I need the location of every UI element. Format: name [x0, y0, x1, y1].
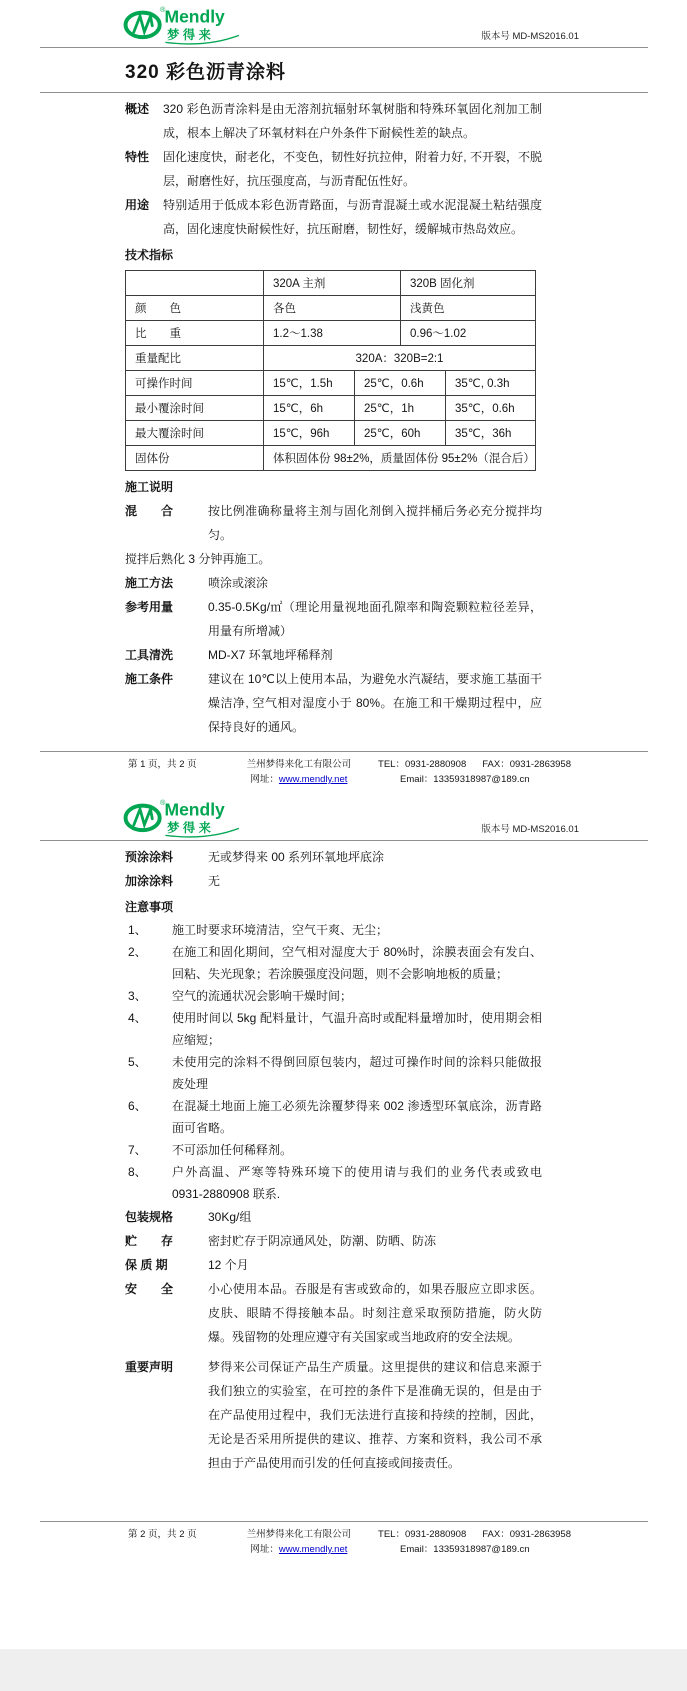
safety-label: 安 全	[125, 1282, 174, 1296]
table-row	[126, 371, 535, 396]
mixing-text: 按比例准确称量将主剂与固化剂倒入搅拌桶后务必充分搅拌均匀。	[208, 504, 542, 542]
website-line	[234, 772, 364, 787]
brand-name-cn: 梦得来	[167, 820, 215, 835]
cell-pot-15: 15℃，1.5h	[263, 371, 354, 395]
note-item	[128, 941, 542, 985]
website-link[interactable]: www.mendly.net	[278, 774, 348, 785]
tech-specs-heading: 技术指标	[125, 248, 174, 262]
mendly-logo	[123, 3, 255, 45]
note-item	[128, 1139, 542, 1161]
note-item	[128, 985, 542, 1007]
precoat-text: 无或梦得来 00 系列环氧地坪底涂	[208, 850, 385, 864]
tel-number: TEL：0931-2880908	[378, 759, 467, 770]
safety-item	[125, 1277, 542, 1349]
table-row	[126, 296, 535, 321]
note-item	[128, 1007, 542, 1051]
features-label: 特性	[125, 150, 150, 164]
overview-label: 概述	[125, 102, 150, 116]
shelf-life-text: 12 个月	[208, 1258, 249, 1272]
notes-heading: 注意事项	[125, 900, 174, 914]
cell-max-15: 15℃，96h	[263, 421, 354, 445]
note-number: 2、	[128, 945, 147, 959]
company-name: 兰州梦得来化工有限公司	[246, 759, 352, 770]
note-text: 使用时间以 5kg 配料量计，气温升高时或配料量增加时，使用期会相应缩短；	[172, 1011, 542, 1047]
registered-mark: ®	[160, 6, 166, 14]
row-label: 最大覆涂时间	[135, 428, 204, 440]
statement-text: 梦得来公司保证产品生产质量。这里提供的建议和信息来源于我们独立的实验室，在可控的条件下是准确无误的，但是由于在产品使用过程中，我们无法进行直接和持续的控制，因此，无论是否采用所提供的建议、推荐、方案和资料，我公司不承担由于产品使用而引发的任何直接或间接责任。	[208, 1360, 542, 1470]
overview-text: 320 彩色沥青涂料是由无溶剂抗辐射环氧树脂和特殊环氧固化剂加工制成，根本上解决了环氧材料在户外条件下耐候性差的缺点。	[163, 102, 542, 140]
construction-heading: 施工说明	[125, 480, 174, 494]
method-item	[125, 571, 542, 595]
note-item	[128, 1095, 542, 1139]
page1-footer	[128, 757, 587, 787]
note-text: 未使用完的涂料不得倒回原包装内，超过可操作时间的涂料只能做报废处理	[172, 1055, 542, 1091]
note-text: 空气的流通状况会影响干燥时间；	[172, 989, 353, 1003]
row-label: 重量配比	[135, 353, 181, 365]
mixing-label: 混 合	[125, 504, 174, 518]
cell-gravity-b: 0.96～1.02	[400, 321, 535, 345]
header-320b: 320B 固化剂	[400, 271, 535, 295]
note-text: 施工时要求环境清洁，空气干爽、无尘；	[172, 923, 389, 937]
features-section	[125, 145, 542, 193]
cell-pot-25: 25℃，0.6h	[354, 371, 445, 395]
company-name: 兰州梦得来化工有限公司	[246, 1529, 352, 1540]
table-row	[126, 446, 535, 470]
note-number: 7、	[128, 1143, 147, 1157]
mixing-text-continued: 搅拌后熟化 3 分钟再施工。	[125, 552, 271, 566]
cell-color-b: 浅黄色	[400, 296, 535, 320]
page-number: 第 2 页，共 2 页	[128, 1529, 197, 1540]
note-item	[128, 1051, 542, 1095]
note-number: 5、	[128, 1055, 147, 1069]
cell-min-35: 35℃，0.6h	[445, 396, 535, 420]
safety-text: 小心使用本品。吞服是有害或致命的，如果吞服应立即求医。皮肤、眼睛不得接触本品。时刻注意采取预防措施，防火防爆。残留物的处理应遵守有关国家或当地政府的安全法规。	[208, 1282, 542, 1344]
fax-number: FAX：0931-2863958	[482, 1529, 571, 1540]
fax-number: FAX：0931-2863958	[482, 759, 571, 770]
storage-item	[125, 1229, 542, 1253]
row-label: 比 重	[135, 328, 181, 340]
usage-section	[125, 193, 542, 241]
topcoat-item	[125, 869, 542, 893]
registered-mark: ®	[160, 799, 166, 807]
cell-pot-35: 35℃, 0.3h	[445, 371, 535, 395]
version-label: 版本号 MD-MS2016.01	[481, 824, 579, 835]
page1-header	[0, 0, 687, 47]
cell-color-a: 各色	[263, 296, 400, 320]
method-label: 施工方法	[125, 576, 174, 590]
storage-text: 密封贮存于阴凉通风处，防潮、防晒、防冻	[208, 1234, 437, 1248]
packing-item	[125, 1205, 542, 1229]
topcoat-label: 加涂涂料	[125, 874, 174, 888]
cell-ratio: 320A：320B=2:1	[263, 346, 535, 370]
cleaning-text: MD-X7 环氧地坪稀释剂	[208, 648, 333, 662]
features-text: 固化速度快，耐老化，不变色，韧性好抗拉伸，附着力好, 不开裂，不脱层，耐磨性好，抗压强度高，与沥青配伍性好。	[163, 150, 542, 188]
overview-section	[125, 97, 542, 145]
shelf-life-item	[125, 1253, 542, 1277]
note-text: 在混凝土地面上施工必须先涂覆梦得来 002 渗透型环氧底涂，沥青路面可省略。	[172, 1099, 542, 1135]
cell-min-25: 25℃，1h	[354, 396, 445, 420]
footer-divider	[40, 1521, 648, 1522]
page2-footer	[128, 1527, 587, 1557]
page-number: 第 1 页，共 2 页	[128, 759, 197, 770]
note-number: 6、	[128, 1099, 147, 1113]
note-number: 1、	[128, 923, 147, 937]
website-label: 网址：	[250, 1544, 279, 1555]
email-address: Email：13359318987@189.cn	[400, 774, 530, 785]
brand-name: Mendly	[164, 6, 225, 27]
table-row	[126, 396, 535, 421]
usage-label: 用途	[125, 198, 150, 212]
statement-label: 重要声明	[125, 1360, 174, 1374]
brand-name-cn: 梦得来	[167, 27, 215, 42]
table-header-row	[126, 271, 535, 296]
brand-name: Mendly	[164, 799, 225, 820]
packing-text: 30Kg/组	[208, 1210, 252, 1224]
statement-item	[125, 1355, 542, 1475]
cleaning-label: 工具清洗	[125, 648, 174, 662]
email-address: Email：13359318987@189.cn	[400, 1544, 530, 1555]
tech-specs-table	[125, 270, 536, 471]
row-label: 最小覆涂时间	[135, 403, 204, 415]
row-label: 颜 色	[135, 303, 181, 315]
website-label: 网址：	[250, 774, 279, 785]
cleaning-item	[125, 643, 542, 667]
footer-divider	[40, 751, 648, 752]
product-title: 320 彩色沥青涂料	[125, 62, 286, 83]
packing-label: 包装规格	[125, 1210, 174, 1224]
shelf-life-label: 保 质 期	[125, 1258, 168, 1272]
dosage-text: 0.35-0.5Kg/㎡（理论用量视地面孔隙率和陶瓷颗粒粒径差异，用量有所增减）	[208, 600, 542, 638]
storage-label: 贮 存	[125, 1234, 174, 1248]
dosage-label: 参考用量	[125, 600, 174, 614]
note-number: 3、	[128, 989, 147, 1003]
mendly-logo	[123, 796, 255, 838]
precoat-label: 预涂涂料	[125, 850, 174, 864]
usage-text: 特别适用于低成本彩色沥青路面，与沥青混凝土或水泥混凝土粘结强度高，固化速度快耐候性好，抗压耐磨，韧性好，缓解城市热岛效应。	[163, 198, 542, 236]
tel-number: TEL：0931-2880908	[378, 1529, 467, 1540]
website-link[interactable]: www.mendly.net	[278, 1544, 348, 1555]
version-label: 版本号 MD-MS2016.01	[481, 31, 579, 42]
table-row	[126, 346, 535, 371]
table-row	[126, 421, 535, 446]
cell-min-15: 15℃，6h	[263, 396, 354, 420]
row-label: 可操作时间	[135, 378, 193, 390]
conditions-item	[125, 667, 542, 739]
header-empty-cell	[126, 271, 263, 295]
note-item	[128, 1161, 542, 1205]
document-end-background	[0, 1649, 687, 1691]
conditions-label: 施工条件	[125, 672, 174, 686]
table-row	[126, 321, 535, 346]
note-text: 不可添加任何稀释剂。	[172, 1143, 293, 1157]
header-320a: 320A 主剂	[263, 271, 400, 295]
page2-header	[0, 793, 687, 840]
note-text: 在施工和固化期间，空气相对湿度大于 80%时，涂膜表面会有发白、回粘、失光现象；若涂膜强度没问题，则不会影响地板的质量；	[172, 945, 542, 981]
precoat-item	[125, 845, 542, 869]
row-label: 固体份	[135, 453, 170, 465]
cell-max-35: 35℃，36h	[445, 421, 535, 445]
cell-solids: 体积固体份 98±2%，质量固体份 95±2%（混合后）	[263, 446, 535, 470]
note-number: 4、	[128, 1011, 147, 1025]
conditions-text: 建议在 10℃以上使用本品，为避免水汽凝结，要求施工基面干燥洁净, 空气相对湿度小于 80%。在施工和干燥期过程中，应保持良好的通风。	[208, 672, 542, 734]
note-text: 户外高温、严寒等特殊环境下的使用请与我们的业务代表或致电 0931-2880908 联系.	[172, 1165, 542, 1201]
note-item	[128, 919, 542, 941]
mixing-item	[125, 499, 542, 547]
header-divider	[40, 47, 648, 48]
method-text: 喷涂或滚涂	[208, 576, 269, 590]
cell-max-25: 25℃，60h	[354, 421, 445, 445]
dosage-item	[125, 595, 542, 643]
website-line	[234, 1542, 364, 1557]
topcoat-text: 无	[208, 874, 221, 888]
note-number: 8、	[128, 1165, 147, 1179]
cell-gravity-a: 1.2～1.38	[263, 321, 400, 345]
